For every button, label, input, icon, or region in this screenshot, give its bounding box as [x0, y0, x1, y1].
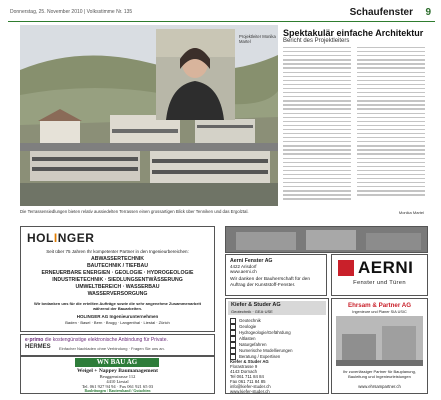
landscape-photo-icon [20, 25, 278, 206]
holinger-areas [21, 256, 214, 298]
eprimo-sub: Einfacher Nachladen ohne Verbindung · Fragen Sie uns an. [59, 346, 165, 351]
kiefer-title: Kiefer & Studer AG [231, 302, 281, 308]
ad-aerni-logo [331, 254, 428, 296]
kiefer-tel: Tel 061 711 84 84 [230, 374, 264, 379]
holinger-logo-suffix: NGER [57, 231, 95, 245]
holinger-area: ABWASSERTECHNIK [90, 256, 145, 262]
wnbau-title: WN BAU AG [75, 358, 159, 367]
person-photo-icon [156, 29, 235, 120]
article-author: Monika Martel [398, 210, 424, 215]
eprimo-title: e·primo [25, 337, 44, 343]
wnbau-line2: Beuggenstrasse 112 [99, 374, 136, 379]
wnbau-line3: 4410 Liestal [106, 379, 129, 384]
section-title: Schaufenster [349, 7, 413, 18]
ehrsam-web: www.ehrsampartner.ch [358, 384, 401, 389]
kiefer-item: Hydrogeologie/Gefährdung [230, 330, 293, 336]
holinger-logo-prefix: HOL [27, 231, 54, 245]
holinger-area: WASSERVERSORGUNG [87, 291, 148, 297]
eprimo-brand: HERMES [25, 344, 51, 350]
kiefer-item: Altlasten [230, 336, 293, 342]
aerni-thanks: Wir danken der Bauherrschaft für den Auftrag der Kunststoff-Fenster. [230, 277, 310, 288]
holinger-area: UMWELTBEREICH · WASSERBAU [75, 284, 160, 290]
article-subtitle: Bericht des Projektleiters [283, 38, 350, 44]
ad-kiefer [225, 298, 329, 394]
article-column [357, 47, 425, 211]
article-title: Spektakulär einfache Architektur [283, 28, 424, 38]
ad-holinger [20, 226, 215, 332]
kiefer-email: info@kiefer-studer.ch [230, 384, 271, 389]
ehrsam-photo [336, 316, 423, 366]
kiefer-item: Geotechnik [230, 318, 293, 324]
main-photo-caption: Die Terrassensiedlungen bieten relativ aussiedelten Terrassen einen grossartigen Blick über Tenniken und das Ergolztal. [20, 209, 249, 214]
holinger-locations: Baden · Basel · Bern · Brugg · Langenthal · Liestal · Zürich [65, 320, 170, 325]
portrait-photo [156, 29, 235, 120]
aerni-logo: AERNI [358, 258, 414, 277]
eprimo-text: die kostengünstige elektronische Anbindung für Private. [44, 337, 168, 343]
kiefer-city: 4143 Dornach [230, 369, 257, 374]
holinger-company: HOLINGER AG Ingenieurunternehmen [76, 314, 159, 319]
article-body [283, 47, 425, 211]
wnbau-line1: Weigel + Nappey Baumanagement [77, 368, 158, 374]
portrait-caption: Projektleiter Monika Martel [239, 34, 276, 44]
holinger-note: Wir bedanken uns für die erteilten Aufträge sowie die sehr angenehme Zusammenarbeit während der Bauarbeiten. [34, 301, 201, 311]
aerni-place: 4422 Arisdorf [230, 264, 257, 269]
kiefer-addr: Kiefer & Studer AG [230, 359, 269, 364]
kiefer-item: Naturgefahren [230, 342, 293, 348]
wnbau-line5: Bauleitungen / Bautreuhand / Gutachten [84, 389, 151, 393]
holinger-tagline: Seit über 75 Jahren Ihr kompetenter Partner in den Ingenieurbereichen: [46, 249, 189, 254]
ad-aerni-text [225, 254, 327, 296]
kiefer-item: Numerische Modellierungen [230, 348, 293, 354]
ehrsam-sub: Ingenieure und Planer SIA USIC [352, 310, 407, 314]
issue-date: Donnerstag, 25. November 2010 | Volksstimme Nr. 135 [10, 9, 133, 15]
kiefer-fax: Fax 061 711 84 85 [230, 379, 266, 384]
ad-eprimo [20, 334, 215, 356]
kiefer-item: Beratung / Expertisen [230, 354, 293, 360]
kiefer-street: Florastrasse 9 [230, 364, 258, 369]
kiefer-sub: Geotechnik · GEA·USE [231, 309, 273, 314]
holinger-logo [21, 227, 214, 245]
construction-photo-icon [336, 316, 423, 366]
article-column [283, 47, 351, 211]
kiefer-items [230, 318, 293, 360]
aerni-logo-icon [338, 260, 354, 276]
aerni-logo-sub: Fenster und Türen [353, 280, 406, 286]
ad-ehrsam [331, 298, 428, 394]
header-rule [8, 21, 435, 22]
wnbau-line4: Tel. 061 927 94 94 · Fax 061 921 65 03 [81, 384, 154, 389]
aerni-company: Aerni Fenster AG [230, 258, 273, 264]
page-header [8, 6, 435, 20]
holinger-logo-highlight: I [53, 231, 58, 245]
ehrsam-logo: Ehrsam & Partner AG [347, 302, 412, 309]
kiefer-header [228, 301, 326, 315]
main-photo [20, 25, 278, 206]
aerni-web: www.aerni.ch [230, 269, 257, 274]
ad-wnbau [20, 356, 215, 394]
building-photo-icon [226, 227, 427, 252]
kiefer-web: www.kiefer-studer.ch [230, 389, 270, 394]
page-number: 9 [425, 7, 431, 18]
holinger-area: INDUSTRIETECHNIK · SIEDLUNGSENTWÄSSERUNG [52, 277, 183, 283]
ad-aerni-photo [225, 226, 428, 253]
holinger-area: BAUTECHNIK / TIEFBAU [86, 263, 149, 269]
kiefer-item: Geologie [230, 324, 293, 330]
ehrsam-text: Ihr zuverlässiger Partner für Bauplanung, Bauleitung und Ingenieurleistungen [343, 369, 416, 379]
kiefer-address [230, 359, 271, 394]
holinger-area: ERNEUERBARE ENERGIEN · GEOLOGIE · HYDROGEOLOGIE [41, 270, 194, 276]
